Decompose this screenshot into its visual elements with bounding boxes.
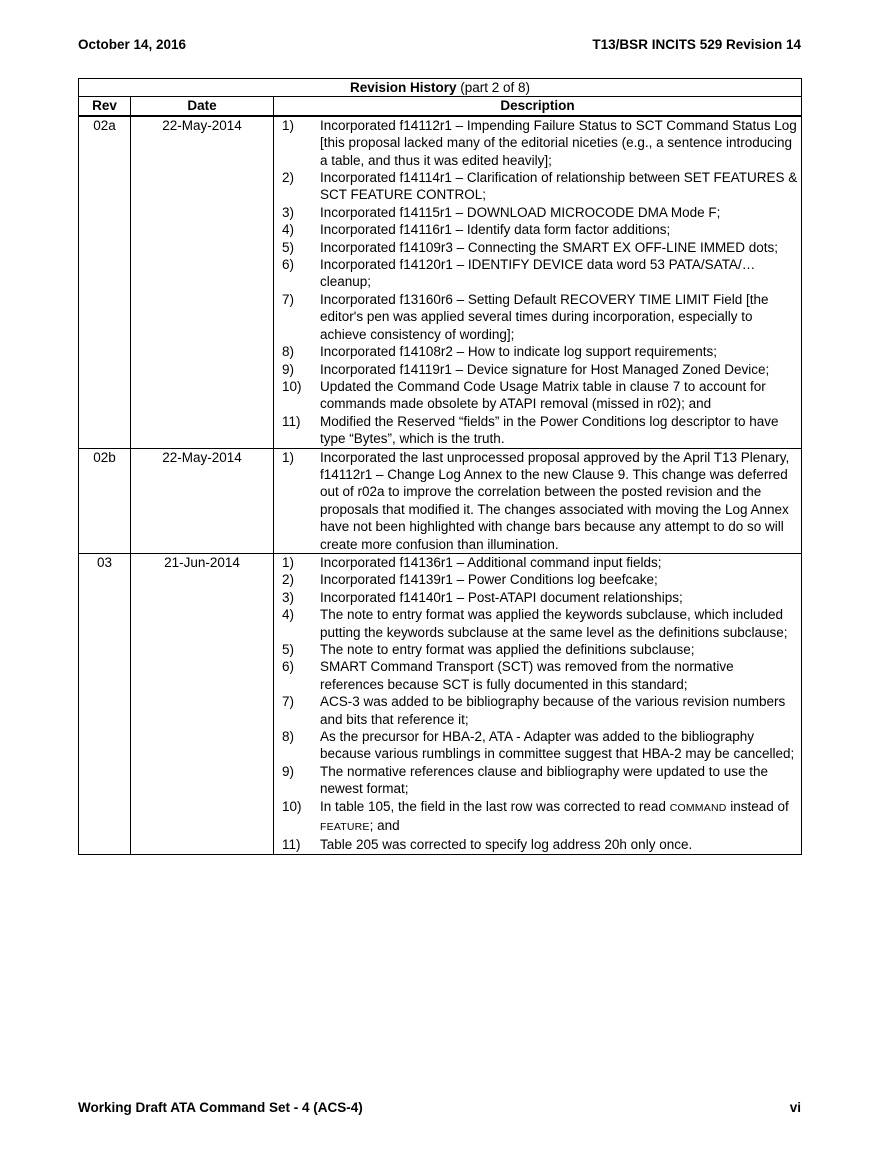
item-text: Table 205 was corrected to specify log address 20h only once. <box>320 837 693 853</box>
description-list <box>274 554 799 854</box>
item-text: Updated the Command Code Usage Matrix table in clause 7 to account for commands made obsolete by ATAPI removal (missed in r02); and <box>320 378 766 412</box>
item-number: 1) <box>282 117 295 133</box>
item-number: 9) <box>282 361 295 377</box>
item-number: 3) <box>282 204 295 220</box>
item-text: Incorporated f14136r1 – Additional command input fields; <box>320 554 662 570</box>
date-cell: 22-May-2014 <box>131 448 274 553</box>
date-cell: 21-Jun-2014 <box>131 553 274 854</box>
table-caption <box>79 79 802 97</box>
table-caption-row <box>79 79 802 97</box>
list-item <box>274 606 799 641</box>
item-text-part: instead of <box>726 798 789 814</box>
table-header-row <box>79 97 802 116</box>
list-item <box>274 256 799 291</box>
description-list <box>274 117 799 448</box>
item-text <box>320 798 799 837</box>
item-text: Incorporated f14109r3 – Connecting the SMART EX OFF-LINE IMMED dots; <box>320 239 778 255</box>
header-date: October 14, 2016 <box>78 37 187 52</box>
list-item <box>274 589 799 606</box>
item-number: 8) <box>282 729 295 745</box>
list-item <box>274 169 799 204</box>
item-text: As the precursor for HBA-2, ATA - Adapter was added to the bibliography because various rumblings in committee suggest that HBA-2 may be cancelled; <box>320 729 795 762</box>
item-number: 1) <box>282 449 295 465</box>
item-text: The note to entry format was applied the keywords subclause, which included putting the keywords subclause at the same level as the definitions subclause; <box>320 607 788 640</box>
item-number: 9) <box>282 763 295 779</box>
item-number: 4) <box>282 222 295 238</box>
field-name-feature: FEATURE <box>320 821 370 834</box>
item-text: Incorporated f14139r1 – Power Conditions log beefcake; <box>320 572 658 588</box>
item-text: Incorporated f14140r1 – Post-ATAPI document relationships; <box>320 589 683 605</box>
list-item <box>274 117 799 169</box>
item-number: 1) <box>282 554 295 570</box>
list-item <box>274 728 799 763</box>
rev-cell: 02b <box>79 448 131 553</box>
description-cell <box>274 116 802 448</box>
item-number: 3) <box>282 589 295 605</box>
list-item <box>274 693 799 728</box>
list-item <box>274 763 799 798</box>
item-number: 5) <box>282 642 295 657</box>
column-header-rev: Rev <box>79 97 131 116</box>
item-number: 7) <box>282 291 295 307</box>
item-number: 8) <box>282 344 295 360</box>
list-item <box>274 204 799 221</box>
description-cell <box>274 553 802 854</box>
item-text-part: In table 105, the field in the last row was corrected to read <box>320 798 670 814</box>
item-number: 11) <box>282 837 301 853</box>
revision-history-table <box>78 78 802 855</box>
item-text: Modified the Reserved “fields” in the Power Conditions log descriptor to have type “Bytes”, which is the truth. <box>320 413 779 447</box>
item-number: 10) <box>282 378 302 394</box>
item-text: SMART Command Transport (SCT) was removed from the normative references because SCT is fully documented in this standard; <box>320 659 734 692</box>
list-item <box>274 413 799 448</box>
rev-cell: 02a <box>79 116 131 448</box>
list-item <box>274 836 799 853</box>
item-text: Incorporated f14112r1 – Impending Failure Status to SCT Command Status Log [this proposal lacked many of the editorial niceties (e.g., a sentence introducing a table, and thus it was edited heavily]; <box>320 117 797 168</box>
list-item <box>274 571 799 588</box>
table-row <box>79 116 802 448</box>
item-number: 4) <box>282 607 295 623</box>
item-text: Incorporated f14114r1 – Clarification of relationship between SET FEATURES & SCT FEATURE CONTROL; <box>320 170 798 203</box>
item-text: Incorporated f13160r6 – Setting Default RECOVERY TIME LIMIT Field [the editor's pen was applied several times during incorporation, especially to achieve consistency of wording]; <box>320 291 769 342</box>
list-item <box>274 641 799 658</box>
item-number: 6) <box>282 257 295 273</box>
description-list <box>274 449 799 553</box>
item-text-part: ; and <box>369 818 400 834</box>
list-item <box>274 798 799 837</box>
list-item <box>274 221 799 238</box>
item-number: 10) <box>282 798 302 814</box>
rev-cell: 03 <box>79 553 131 854</box>
item-number: 2) <box>282 572 295 588</box>
list-item <box>274 239 799 256</box>
item-text: Incorporated f14120r1 – IDENTIFY DEVICE data word 53 PATA/SATA/… cleanup; <box>320 257 756 290</box>
footer-page-number: vi <box>789 1100 801 1115</box>
item-text: ACS-3 was added to be bibliography because of the various revision numbers and bits that reference it; <box>320 694 786 727</box>
field-name-command: COMMAND <box>669 801 727 814</box>
item-text: Incorporated f14116r1 – Identify data form factor additions; <box>320 222 671 238</box>
table-caption-title: Revision History <box>349 80 457 95</box>
item-text: Incorporated f14119r1 – Device signature for Host Managed Zoned Device; <box>320 361 770 377</box>
footer-document-title: Working Draft ATA Command Set - 4 (ACS-4) <box>78 1100 363 1115</box>
item-text: Incorporated f14108r2 – How to indicate log support requirements; <box>320 344 717 360</box>
item-text: The normative references clause and bibliography were updated to use the newest format; <box>320 763 769 797</box>
list-item <box>274 554 799 571</box>
item-number: 11) <box>282 413 301 429</box>
list-item <box>274 378 799 413</box>
item-number: 2) <box>282 170 295 186</box>
description-cell <box>274 448 802 553</box>
table-row <box>79 553 802 854</box>
list-item <box>274 343 799 360</box>
item-number: 5) <box>282 239 295 255</box>
list-item <box>274 291 799 343</box>
column-header-description: Description <box>274 97 802 116</box>
list-item <box>274 361 799 378</box>
item-text: Incorporated the last unprocessed proposal approved by the April T13 Plenary, f14112r1 – Change Log Annex to the new Clause 9. This change was deferred out of r02a to improve the correlation between the posted revision and the proposals that modified it. The changes associated with moving the Log Annex have not been highlighted with change bars because any attempt to do so will create more confusion than illumination. <box>320 449 790 552</box>
item-number: 7) <box>282 694 295 710</box>
list-item <box>274 658 799 693</box>
item-text: The note to entry format was applied the definitions subclause; <box>320 642 695 657</box>
column-header-date: Date <box>131 97 274 116</box>
item-number: 6) <box>282 659 295 675</box>
date-cell: 22-May-2014 <box>131 116 274 448</box>
table-caption-part: (part 2 of 8) <box>456 80 531 95</box>
header-document-id: T13/BSR INCITS 529 Revision 14 <box>592 37 801 52</box>
item-text: Incorporated f14115r1 – DOWNLOAD MICROCODE DMA Mode F; <box>320 204 721 220</box>
list-item <box>274 449 799 553</box>
table-row <box>79 448 802 553</box>
